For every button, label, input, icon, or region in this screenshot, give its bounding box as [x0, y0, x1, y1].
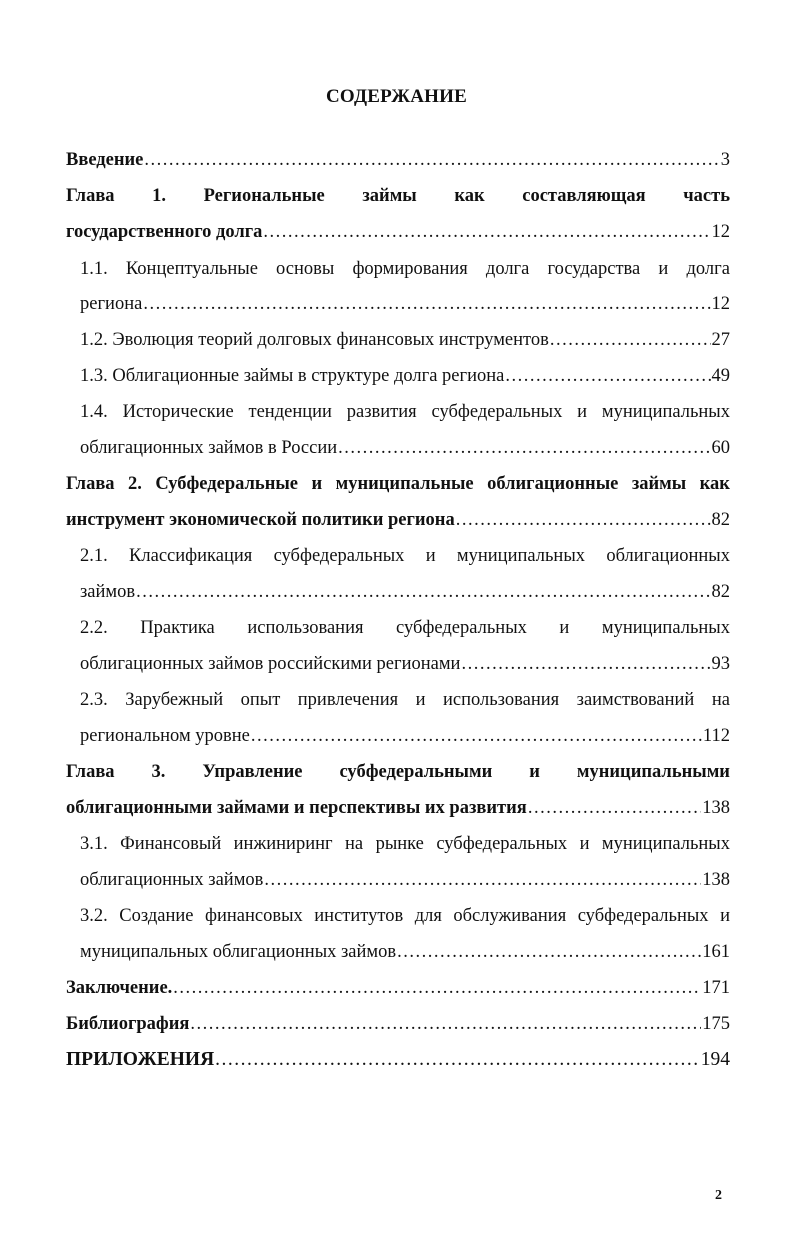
toc-section-2-3-line1[interactable] — [80, 688, 730, 712]
word: и — [658, 259, 669, 279]
toc-section-3-2-line1[interactable] — [80, 904, 730, 928]
toc-chapter-2-line1[interactable] — [66, 472, 730, 496]
dot-leader — [190, 1012, 701, 1036]
word: часть — [683, 186, 730, 206]
word: государства — [547, 259, 641, 279]
toc-entry-title: региона — [80, 294, 143, 314]
toc-chapter-1-line2[interactable] — [66, 220, 730, 244]
toc-section-1-4-line2[interactable] — [80, 436, 730, 460]
dot-leader — [251, 724, 702, 748]
justified-line — [80, 544, 730, 568]
word: 3.1. — [80, 834, 108, 854]
toc-page-number: 138 — [702, 870, 730, 890]
dot-leader — [456, 508, 711, 532]
word: Концептуальные — [125, 259, 258, 279]
dot-leader — [173, 976, 701, 1000]
toc-section-3-2-line2[interactable] — [80, 940, 730, 964]
toc-chapter-3-line1[interactable] — [66, 760, 730, 784]
toc-entry-title: займов — [80, 582, 136, 602]
word: муниципальных — [456, 546, 586, 566]
toc-entry-title: облигационных займов российскими регионами — [80, 654, 461, 674]
word: муниципальными — [576, 762, 730, 782]
word: опыт — [240, 690, 281, 710]
toc-chapter-1-line1[interactable] — [66, 184, 730, 208]
word: Субфедеральные — [155, 474, 299, 494]
justified-line — [80, 257, 730, 281]
toc-section-3-1-line1[interactable] — [80, 832, 730, 856]
toc-entry-title: Библиография — [66, 1014, 190, 1034]
word: субфедеральных — [431, 402, 563, 422]
justified-line — [66, 472, 730, 496]
toc-entry-appendix[interactable] — [66, 1048, 730, 1072]
toc-entry-title: Введение — [66, 150, 144, 170]
toc-section-2-1-line1[interactable] — [80, 544, 730, 568]
toc-entry-bibliography[interactable] — [66, 1012, 730, 1036]
dot-leader — [397, 940, 701, 964]
toc-page-number: 194 — [700, 1049, 730, 1070]
toc-entry-conclusion[interactable] — [66, 976, 730, 1000]
word: займы — [362, 186, 417, 206]
page-number: 2 — [715, 1188, 722, 1203]
toc-page-number: 138 — [702, 798, 730, 818]
word: 2. — [128, 474, 142, 494]
toc-section-2-2-line1[interactable] — [80, 616, 730, 640]
word: и — [559, 618, 570, 638]
word: 1.4. — [80, 402, 108, 422]
dot-leader — [528, 796, 701, 820]
toc-entry-title: облигационными займами и перспективы их развития — [66, 798, 527, 818]
toc-entry-title: облигационных займов в России — [80, 438, 338, 458]
toc-entry-intro[interactable] — [66, 148, 730, 172]
toc-title: СОДЕРЖАНИЕ — [326, 86, 467, 107]
word: на — [711, 690, 730, 710]
toc-section-1-1-line1[interactable] — [80, 257, 730, 281]
word: Региональные — [203, 186, 325, 206]
word: Практика — [140, 618, 215, 638]
word: Финансовый — [120, 834, 222, 854]
dot-leader — [144, 148, 719, 172]
word: привлечения — [297, 690, 399, 710]
word: субфедеральных — [436, 834, 568, 854]
word: обслуживания — [453, 906, 567, 926]
toc-section-2-2-line2[interactable] — [80, 652, 730, 676]
toc-entry-title: инструмент экономической политики региона — [66, 510, 455, 530]
dot-leader — [550, 328, 711, 352]
word: субфедеральных — [273, 546, 405, 566]
word: долга — [686, 259, 730, 279]
word: развития — [346, 402, 417, 422]
toc-section-1-2[interactable] — [80, 328, 730, 352]
word: составляющая — [522, 186, 646, 206]
toc-page-number: 175 — [702, 1014, 730, 1034]
toc-page-number: 112 — [702, 726, 730, 746]
toc-entry-title: облигационных займов — [80, 870, 264, 890]
toc-section-2-1-line2[interactable] — [80, 580, 730, 604]
word: основы — [276, 259, 335, 279]
word: муниципальных — [601, 402, 730, 422]
word: и — [415, 690, 426, 710]
dot-leader — [136, 580, 710, 604]
word: использования — [247, 618, 364, 638]
dot-leader — [505, 364, 710, 388]
toc-section-1-1-line2[interactable] — [80, 292, 730, 316]
word: как — [454, 186, 485, 206]
word: облигационных — [606, 546, 730, 566]
toc-page-number: 12 — [711, 222, 730, 242]
word: 3.2. — [80, 906, 108, 926]
toc-entry-title: муниципальных облигационных займов — [80, 942, 397, 962]
toc-entry-title: государственного долга — [66, 222, 263, 242]
word: и — [577, 402, 588, 422]
word: Глава — [66, 474, 115, 494]
word: Классификация — [129, 546, 253, 566]
word: рынке — [375, 834, 424, 854]
justified-line — [80, 616, 730, 640]
justified-line — [80, 832, 730, 856]
word: 2.3. — [80, 690, 108, 710]
word: 2.1. — [80, 546, 108, 566]
word: как — [699, 474, 730, 494]
word: институтов — [314, 906, 404, 926]
word: муниципальных — [601, 618, 730, 638]
word: облигационные — [487, 474, 619, 494]
word: использования — [443, 690, 560, 710]
word: муниципальные — [335, 474, 474, 494]
toc-page-number: 12 — [711, 294, 730, 314]
toc-chapter-2-line2[interactable] — [66, 508, 730, 532]
toc-section-1-3[interactable] — [80, 364, 730, 388]
word: Глава — [66, 186, 115, 206]
justified-line — [80, 688, 730, 712]
word: Управление — [202, 762, 303, 782]
word: и — [425, 546, 436, 566]
toc-page-number: 3 — [720, 150, 730, 170]
dot-leader — [264, 868, 701, 892]
toc-entry-title: 1.3. Облигационные займы в структуре долга региона — [80, 366, 505, 386]
word: и — [529, 762, 540, 782]
dot-leader — [215, 1048, 700, 1072]
justified-line — [66, 760, 730, 784]
word: формирования — [352, 259, 468, 279]
dot-leader — [143, 292, 710, 316]
word: и — [579, 834, 590, 854]
word: заимствований — [576, 690, 695, 710]
word: Создание — [119, 906, 194, 926]
word: субфедеральных — [396, 618, 527, 638]
toc-entry-title: ПРИЛОЖЕНИЯ — [66, 1049, 215, 1070]
toc-section-2-3-line2[interactable] — [80, 724, 730, 748]
toc-page-number: 82 — [711, 510, 730, 530]
justified-line — [80, 400, 730, 424]
word: Зарубежный — [125, 690, 224, 710]
toc-page-number: 171 — [702, 978, 730, 998]
toc-section-3-1-line2[interactable] — [80, 868, 730, 892]
word: займы — [631, 474, 687, 494]
toc-entry-title: Заключение. — [66, 978, 173, 998]
word: Глава — [66, 762, 115, 782]
toc-page-number: 82 — [711, 582, 730, 602]
toc-page-number: 161 — [702, 942, 730, 962]
dot-leader — [338, 436, 710, 460]
word: инжиниринг — [233, 834, 333, 854]
word: тенденции — [248, 402, 332, 422]
word: 2.2. — [80, 618, 108, 638]
word: субфедеральными — [339, 762, 493, 782]
toc-entry-title: 1.2. Эволюция теорий долговых финансовых инструментов — [80, 330, 549, 350]
word: и — [311, 474, 323, 494]
word: 1. — [152, 186, 167, 206]
word: долга — [485, 259, 530, 279]
toc-page-number: 49 — [711, 366, 730, 386]
dot-leader — [461, 652, 710, 676]
word: Исторические — [122, 402, 234, 422]
word: на — [345, 834, 364, 854]
word: 3. — [151, 762, 166, 782]
justified-line — [80, 904, 730, 928]
word: субфедеральных — [577, 906, 709, 926]
toc-entry-title: региональном уровне — [80, 726, 250, 746]
word: финансовых — [204, 906, 303, 926]
toc-page-number: 60 — [711, 438, 730, 458]
toc-section-1-4-line1[interactable] — [80, 400, 730, 424]
word: муниципальных — [601, 834, 730, 854]
justified-line — [66, 184, 730, 208]
word: для — [414, 906, 442, 926]
word: и — [720, 906, 730, 926]
toc-page-number: 27 — [711, 330, 730, 350]
toc-chapter-3-line2[interactable] — [66, 796, 730, 820]
toc-page-number: 93 — [711, 654, 730, 674]
word: 1.1. — [80, 259, 108, 279]
dot-leader — [263, 220, 710, 244]
